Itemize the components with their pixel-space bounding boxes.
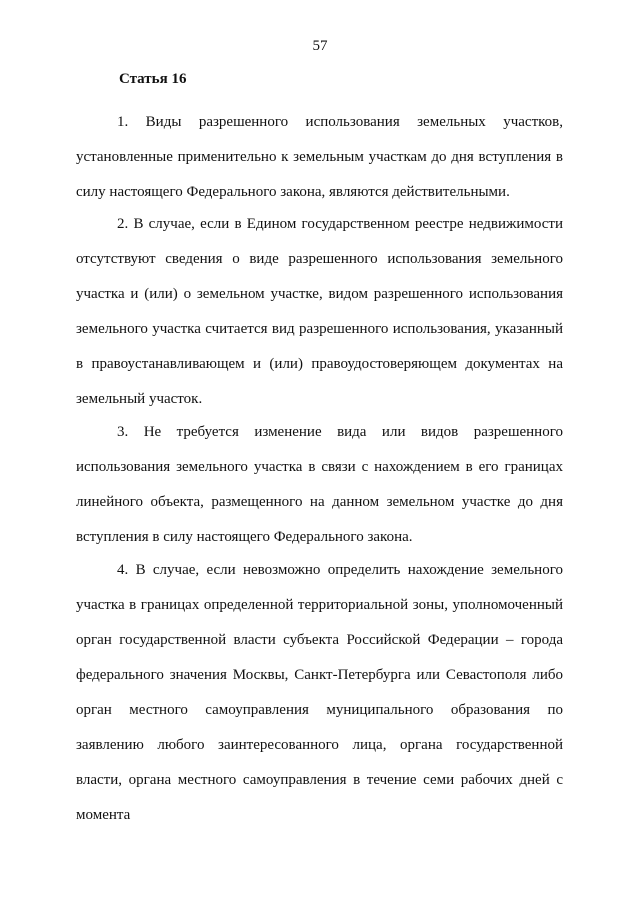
page-number: 57 bbox=[312, 38, 328, 54]
paragraph-3: 3. Не требуется изменение вида или видов разрешенного использования земельного участка в связи с нахождением в его границах линейного объекта, размещенного на данном земельном участке до дня вступления в силу настоящего Федерального закона. bbox=[76, 424, 563, 545]
article-heading: Статья 16 bbox=[119, 71, 187, 87]
paragraph-4: 4. В случае, если невозможно определить нахождение земельного участка в границах определенной территориальной зоны, уполномоченный орган государственной власти субъекта Российской Федерации – города федерального значения Москвы, Санкт-Петербурга или Севастополя либо орган местного самоуправления муниципального образования по заявлению любого заинтересованного лица, органа государственной власти, органа местного самоуправления в течение семи рабочих дней с момента bbox=[76, 562, 563, 823]
paragraph-1: 1. Виды разрешенного использования земельных участков, установленные применительно к земельным участкам до дня вступления в силу настоящего Федерального закона, являются действительными. bbox=[76, 114, 563, 200]
paragraph-2: 2. В случае, если в Едином государственном реестре недвижимости отсутствуют сведения о виде разрешенного использования земельного участка и (или) о земельном участке, видом разрешенного использования земельного участка считается вид разрешенного использования, указанный в правоустанавливающем и (или) правоудостоверяющем документах на земельный участок. bbox=[76, 216, 563, 407]
